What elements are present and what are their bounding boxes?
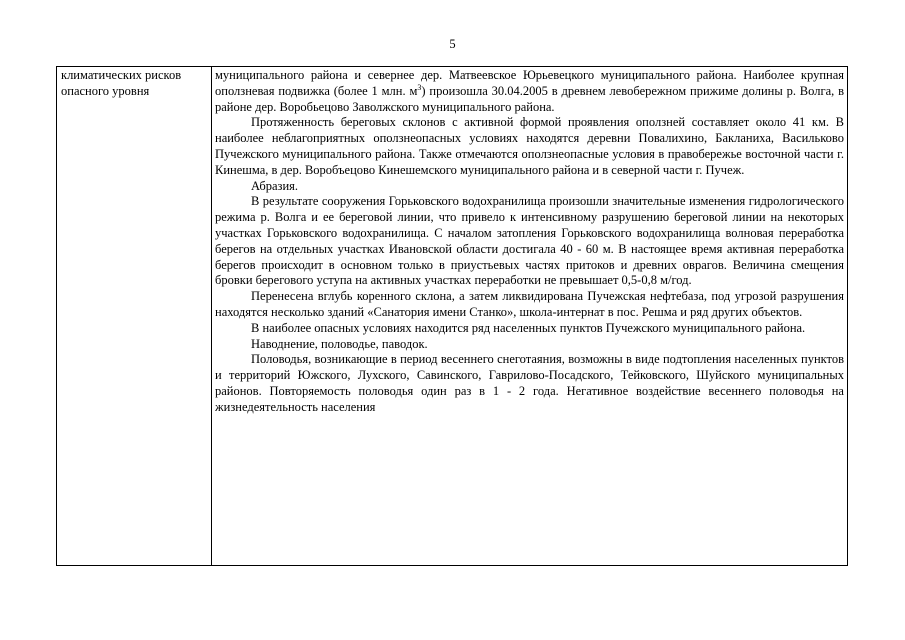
left-cell-line-2: опасного уровня <box>61 83 150 98</box>
document-table <box>56 66 848 566</box>
paragraph-4: В результате сооружения Горьковского водохранилища произошли значительные изменения гидрологического режима р. Волга и ее береговой линии, что привело к интенсивному разрушению береговой линии на некоторых участках Горьковского водохранилища. С началом затопления Горьковского водохранилища волновая переработка берегов на отдельных участках Ивановской области достигала 40 - 60 м. В настоящее время активная переработка берегов происходит в основном только в приустьевых частях притоков и древних оврагов. Величина смещения бровки берегового уступа на активных участках переработки не превышает 0,5-0,8 м/год. <box>215 194 844 288</box>
paragraph-2: Протяженность береговых склонов с активной формой проявления оползней составляет около 41 км. В наиболее неблагоприятных оползнеопасных условиях находятся деревни Повалихино, Бакланиха, Васильково Пучежского муниципального района. Также отмечаются оползнеопасные условия в правобережье восточной части г. Кинешма, в дер. Воробъецово Кинешемского муниципального района и в северной части г. Пучеж. <box>215 115 844 177</box>
table-cell-right <box>212 67 847 565</box>
table-cell-left <box>57 67 212 565</box>
section-heading-abrasion: Абразия. <box>251 178 299 193</box>
paragraph-1 <box>215 68 844 115</box>
paragraph-1-text-a: муниципального района и севернее дер. Матвеевское Юрьевецкого муниципального района. Наиболее крупная оползневая подвижка (более 1 млн. м <box>215 68 844 98</box>
section-heading-flood: Наводнение, половодье, паводок. <box>251 336 428 351</box>
paragraph-8: Половодья, возникающие в период весеннего снеготаяния, возможны в виде подтопления населенных пунктов и территорий Южского, Лухского, Савинского, Гаврилово-Посадского, Тейковского, Шуйского муниципальных районов. Повторяемость половодья один раз в 1 - 2 года. Негативное воздействие весеннего половодья на жизнедеятельность населения <box>215 352 844 414</box>
left-cell-line-1: климатических рисков <box>61 68 182 82</box>
paragraph-6: В наиболее опасных условиях находится ряд населенных пунктов Пучежского муниципального района. <box>251 320 806 335</box>
page-number: 5 <box>449 37 456 51</box>
superscript-3: 3 <box>417 82 422 92</box>
paragraph-5: Перенесена вглубь коренного склона, а затем ликвидирована Пучежская нефтебаза, под угрозой разрушения находятся несколько зданий «Санатория имени Станко», школа-интернат в пос. Решма и ряд других объектов. <box>215 289 844 319</box>
paragraph-1-text-b: ) произошла 30.04.2005 в древнем левобережном прижиме долины р. Волга, в районе дер. Воробьецово Заволжского муниципального района. <box>215 83 845 114</box>
